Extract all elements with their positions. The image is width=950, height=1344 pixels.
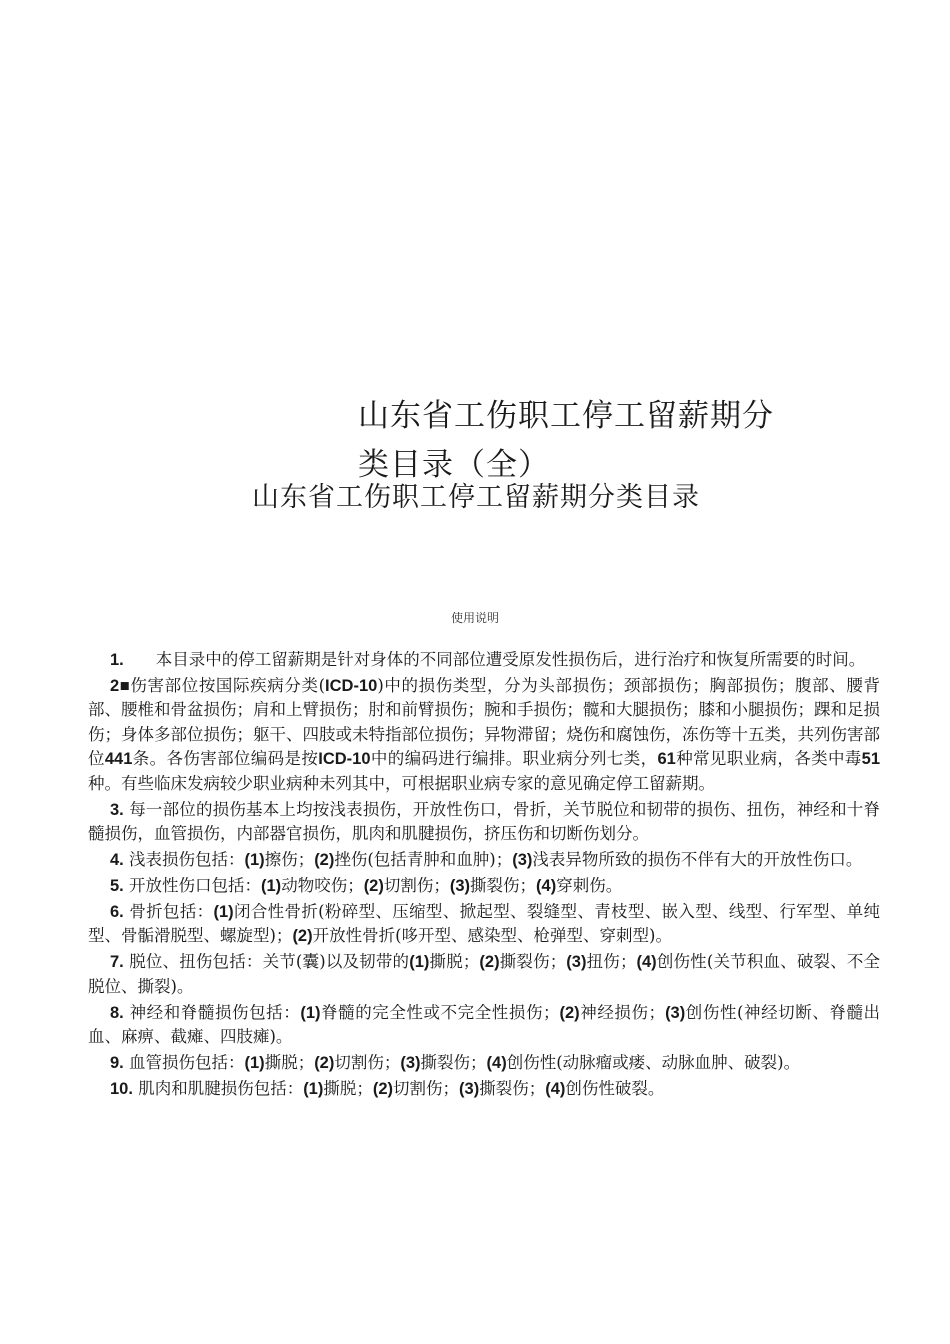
paragraph-text: 血管损伤包括： — [129, 1053, 245, 1073]
paragraph-text: 切割伤； — [383, 876, 450, 896]
paragraph-5 — [88, 874, 880, 898]
paragraph-6 — [88, 900, 880, 949]
item-number: (3) — [459, 1080, 480, 1099]
paragraph-text: 切割伤； — [334, 1053, 401, 1073]
paragraph-text: 伤害部位按国际疾病分类( — [130, 676, 326, 695]
paragraph-text: 擦伤； — [264, 850, 315, 870]
paragraph-text: 撕裂伤； — [470, 876, 537, 896]
usage-heading: 使用说明 — [450, 611, 499, 625]
paragraph-8 — [88, 1001, 880, 1050]
item-number: (1) — [244, 1054, 265, 1073]
paragraph-text: 动物咬伤； — [281, 876, 364, 896]
item-number: (2) — [363, 877, 384, 896]
paragraph-number: 1. — [110, 651, 124, 669]
paragraph-number: 6. — [110, 903, 124, 922]
item-number: (3) — [665, 1003, 686, 1022]
paragraph-text: 骨折包括： — [129, 902, 214, 922]
count-text: 441 — [104, 750, 133, 769]
paragraph-text: 浅表异物所致的损伤不伴有大的开放性伤口。 — [532, 850, 863, 870]
paragraph-number: 8. — [110, 1003, 124, 1022]
item-number: (2) — [314, 1054, 335, 1073]
paragraph-text: 每一部位的损伤基本上均按浅表损伤，开放性伤口，骨折，关节脱位和韧带的损伤、扭伤，神经和十脊髓损伤，血管损伤，内部器官损伤，肌肉和肌腱损伤，挤压伤和切断伤划分。 — [88, 799, 880, 844]
paragraph-text: 神经损伤； — [579, 1002, 666, 1022]
code-text: ICD-10 — [325, 677, 378, 695]
paragraph-2 — [88, 674, 880, 796]
paragraph-text: 中的编码进行编排。职业病分列七类， — [370, 749, 658, 769]
paragraph-text: 开放性骨折(哆开型、感染型、枪弹型、穿刺型)。 — [312, 926, 672, 946]
paragraph-number: 5. — [110, 877, 124, 896]
paragraph-9 — [88, 1051, 880, 1075]
paragraph-number: 10. — [110, 1080, 133, 1099]
document-title-line1: 山东省工伤职工停工留薪期分 — [358, 398, 774, 434]
item-number: (1) — [261, 877, 282, 896]
paragraph-text: 撕裂伤； — [420, 1053, 487, 1073]
item-number: (2) — [292, 927, 313, 946]
paragraph-text: 穿刺伤。 — [556, 876, 623, 896]
count-text: 61 — [657, 750, 676, 769]
paragraph-number: 2■ — [110, 677, 131, 695]
paragraph-text: 肌肉和肌腱损伤包括： — [138, 1079, 304, 1099]
paragraph-text: 撕脱； — [323, 1079, 373, 1099]
paragraph-text: 撕裂伤； — [479, 1079, 546, 1099]
code-text: ICD-10 — [318, 750, 371, 769]
paragraph-text: 脱位、扭伤包括：关节(囊)以及韧带的 — [129, 952, 410, 972]
paragraph-text: )中的损伤类型，分为头部损伤；颈部损伤；胸部损伤；腹部、腰背部、腰椎和骨盆损伤；肩和上臂损伤；肘和前臂损伤；腕和手损伤；髋和大腿损伤；膝和小腿损伤；踝和足损伤；身体多部位损伤；躯干、四肢或未特指部位损伤；异物滞留；烧伤和腐蚀伤，冻伤等十五类，共列伤害部位 — [88, 676, 880, 769]
item-number: (3) — [400, 1054, 421, 1073]
count-text: 51 — [861, 750, 881, 769]
document-subtitle: 山东省工伤职工停工留薪期分类目录 — [252, 482, 700, 513]
document-body — [88, 648, 880, 1103]
paragraph-text: 条。各伤害部位编码是按 — [132, 749, 319, 769]
item-number: (2) — [314, 851, 335, 870]
item-number: (4) — [545, 1080, 566, 1099]
paragraph-text: 撕脱； — [429, 952, 480, 972]
paragraph-text: 创伤性破裂。 — [565, 1079, 665, 1099]
paragraph-text: 切割伤； — [393, 1079, 460, 1099]
paragraph-number: 4. — [110, 851, 124, 870]
item-number: (1) — [300, 1003, 321, 1022]
item-number: (1) — [213, 903, 234, 922]
paragraph-text: 挫伤(包括青肿和血肿)； — [334, 850, 513, 870]
paragraph-3 — [88, 798, 880, 847]
paragraph-7 — [88, 950, 880, 999]
paragraph-text: 浅表损伤包括： — [129, 850, 245, 870]
paragraph-text: 神经和脊髓损伤包括： — [129, 1002, 301, 1022]
item-number: (4) — [536, 877, 557, 896]
paragraph-text: 撕脱； — [264, 1053, 315, 1073]
item-number: (3) — [512, 851, 533, 870]
item-number: (1) — [303, 1080, 324, 1099]
item-number: (4) — [636, 953, 657, 972]
paragraph-text: 闭合性骨折(粉碎型、压缩型、掀起型、裂缝型、青枝型、嵌入型、线型、行军型、单纯型、骨骺滑脱型、螺旋型)； — [88, 902, 881, 946]
paragraph-text: 创伤性(神经切断、脊髓出血、麻痹、截瘫、四肢瘫)。 — [88, 1002, 881, 1047]
item-number: (3) — [449, 877, 471, 896]
paragraph-text: 种。有些临床发病较少职业病种未列其中，可根据职业病专家的意见确定停工留薪期。 — [88, 773, 715, 793]
item-number: (1) — [409, 953, 430, 972]
paragraph-text: 本目录中的停工留薪期是针对身体的不同部位遭受原发性损伤后，进行治疗和恢复所需要的时间。 — [155, 650, 866, 669]
item-number: (2) — [372, 1080, 394, 1099]
item-number: (1) — [244, 851, 265, 870]
item-number: (2) — [479, 953, 500, 972]
item-number: (4) — [486, 1054, 507, 1073]
item-number: (2) — [559, 1003, 580, 1022]
paragraph-text: 扭伤； — [586, 952, 637, 972]
paragraph-number: 7. — [110, 953, 124, 972]
paragraph-number: 3. — [110, 800, 124, 819]
paragraph-text: 开放性伤口包括： — [129, 876, 262, 896]
paragraph-4 — [88, 848, 880, 872]
document-title-line2: 类目录（全） — [358, 447, 550, 483]
paragraph-number: 9. — [110, 1054, 124, 1073]
paragraph-1 — [88, 648, 880, 672]
paragraph-text: 创伤性(动脉瘤或瘘、动脉血肿、破裂)。 — [506, 1053, 801, 1073]
paragraph-text: 创伤性(关节积血、破裂、不全脱位、撕裂)。 — [88, 952, 881, 996]
paragraph-text: 脊髓的完全性或不完全性损伤； — [320, 1002, 560, 1022]
paragraph-text: 种常见职业病，各类中毒 — [675, 749, 862, 769]
item-number: (3) — [566, 953, 587, 972]
paragraph-10 — [88, 1077, 880, 1101]
paragraph-text: 撕裂伤； — [499, 952, 567, 972]
